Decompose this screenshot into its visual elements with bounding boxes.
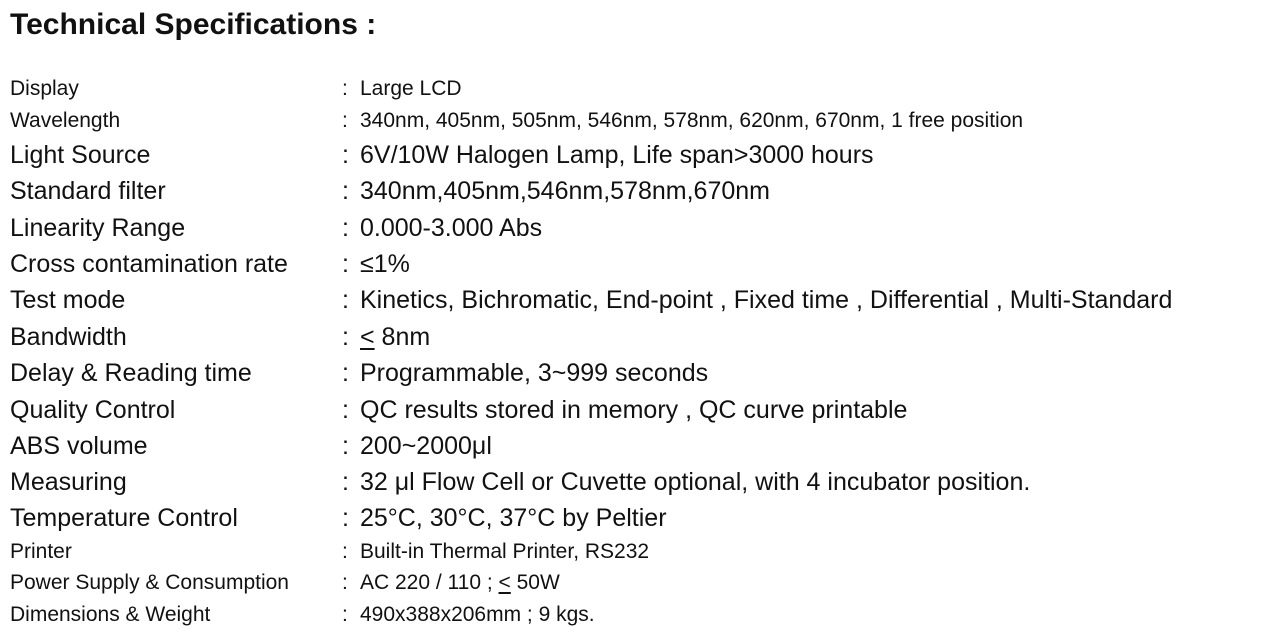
less-than-or-equal-symbol: <	[498, 571, 511, 594]
spec-label: Measuring	[10, 468, 127, 496]
spec-label: Display	[10, 77, 79, 100]
spec-label: Test mode	[10, 286, 126, 314]
spec-label: Quality Control	[10, 396, 176, 424]
spec-value	[360, 570, 560, 596]
spec-label: Cross contamination rate	[10, 250, 288, 278]
spec-label: Linearity Range	[10, 214, 186, 242]
spec-value-prefix: AC 220 / 110 ;	[360, 571, 499, 594]
spec-colon: :	[342, 286, 349, 314]
spec-label: Printer	[10, 540, 72, 563]
spec-value: 0.000-3.000 Abs	[360, 214, 543, 242]
spec-value	[360, 322, 430, 352]
spec-label: Temperature Control	[10, 504, 238, 532]
spec-value: ≤1%	[360, 250, 410, 278]
spec-value: 490x388x206mm ; 9 kgs.	[360, 603, 595, 626]
spec-value: Programmable, 3~999 seconds	[360, 359, 709, 387]
page-title: Technical Specifications :	[10, 8, 377, 41]
spec-value-text: 50W	[510, 571, 560, 594]
spec-colon: :	[342, 432, 349, 460]
spec-colon: :	[342, 323, 349, 351]
spec-colon: :	[342, 214, 349, 242]
spec-label: Dimensions & Weight	[10, 603, 211, 626]
spec-label: Light Source	[10, 141, 151, 169]
spec-value-text: 8nm	[374, 323, 431, 351]
spec-value: Built-in Thermal Printer, RS232	[360, 540, 650, 563]
spec-colon: :	[342, 141, 349, 169]
spec-label: Standard filter	[10, 177, 166, 205]
spec-value: 6V/10W Halogen Lamp, Life span>3000 hours	[360, 141, 874, 169]
spec-colon: :	[342, 571, 348, 594]
spec-colon: :	[342, 396, 349, 424]
spec-label: Bandwidth	[10, 323, 127, 351]
spec-colon: :	[342, 603, 348, 626]
spec-colon: :	[342, 504, 349, 532]
spec-label: Power Supply & Consumption	[10, 571, 289, 594]
spec-value: QC results stored in memory , QC curve printable	[360, 396, 908, 424]
spec-value: 340nm, 405nm, 505nm, 546nm, 578nm, 620nm, 670nm, 1 free position	[360, 109, 1024, 132]
spec-colon: :	[342, 109, 348, 132]
spec-label: ABS volume	[10, 432, 148, 460]
spec-value: 200~2000μl	[360, 432, 492, 460]
spec-colon: :	[342, 177, 349, 205]
spec-colon: :	[342, 359, 349, 387]
spec-value: 25°C, 30°C, 37°C by Peltier	[360, 504, 667, 532]
spec-colon: :	[342, 540, 348, 563]
spec-colon: :	[342, 468, 349, 496]
less-than-or-equal-symbol: <	[360, 323, 375, 351]
spec-colon: :	[342, 250, 349, 278]
spec-label: Delay & Reading time	[10, 359, 252, 387]
spec-value: 32 μl Flow Cell or Cuvette optional, with 4 incubator position.	[360, 468, 1031, 496]
spec-value: 340nm,405nm,546nm,578nm,670nm	[360, 177, 770, 205]
spec-label: Wavelength	[10, 109, 121, 132]
spec-value: Kinetics, Bichromatic, End-point , Fixed time , Differential , Multi-Standard	[360, 286, 1173, 314]
spec-value: Large LCD	[360, 77, 462, 100]
spec-colon: :	[342, 77, 348, 100]
